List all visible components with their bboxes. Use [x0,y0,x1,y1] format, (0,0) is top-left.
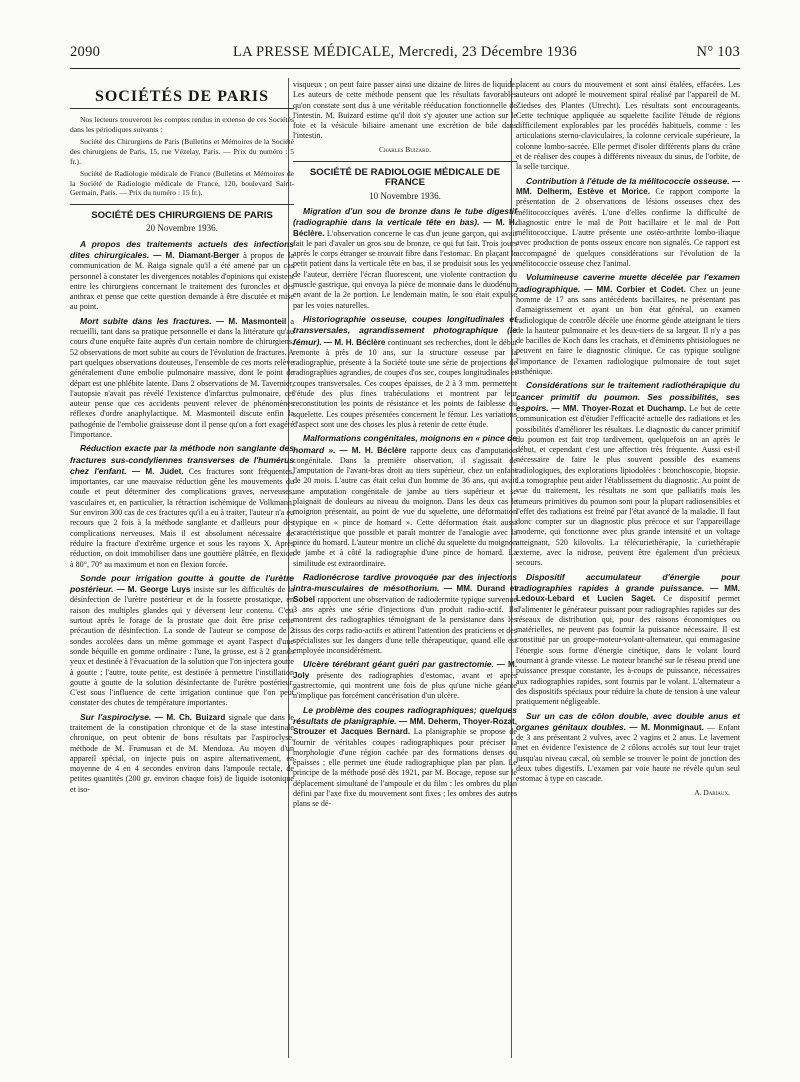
article-title: Historiographie osseuse, coupes longitudinales et transversales, agrandissement photographique (le fémur). [293,313,517,347]
article-title: Volumineuse caverne muette décelée par l'examen radiographique. [516,272,740,294]
main-title: SOCIÉTÉS DE PARIS [94,88,270,105]
publication-1: Société des Chirurgiens de Paris (Bulletins et Mémoires de la Société des chirurgiens de Paris, 15, rue Vézelay, Paris. — Prix du numéro : 5 fr.). [70,137,294,166]
article-author: — M. Diamant-Berger [153,250,240,260]
article-title: Ulcère térébrant géant guéri par gastrectomie. [303,659,494,670]
article-text: Chez un jeune homme de 17 ans sans antécédents bacillaires, ne présentant pas d'amaigrissement et ayant un bon état général, un examen radiologique de contrôle décèle une énorme géode atteignant le tiers de la hauteur pulmonaire et les deux-tiers de sa largeur. Il n'y a pas de bacilles de Koch dans les crachats, et d'éminents phtisiologues ne peuvent en faire le diagnostic clinique. Ce cas typique souligne l'importance de l'examen radiologique pulmonaire de tout sujet asthénique. [516,284,740,377]
article-author: — MM. Deherm, Thoyer-Rozat, Strouzer et Jacques Bernard. [293,716,517,737]
article-title: Migration d'un sou de bronze dans le tube digestif (radiographie dans la verticale tête en bas). [293,205,517,228]
column-1 [70,80,294,798]
article [293,206,517,311]
article [293,433,517,569]
divider [70,108,294,109]
article-text: Le but de cette communication est d'étudier l'efficacité actuelle des radiations et les possibilités d'améliorer les résultats. Le diagnostic du cancer primitif du poumon est fait trop tardivement, quelquefois un an après le début, et cependant c'est une affection très fréquente. Aussi est-il nécessaire de faire le plus souvent possible des examens radiologiques, des explorations lipiodolées : bronchoscopie, biopsie. La tomographie peut aider l'établissement du diagnostic. Au point de vue du traitement, les résultats ne sont que palliatifs mais les tumeurs primitives du poumon sont pour la plupart radiosensibles et l'effet des radiations est freiné par l'état avancé de la maladie. Il faut donc compter sur un diagnostic plus précoce et sur l'appareillage moderne, qui fonctionne avec plus grande intensité et un voltage atteignant, 520 kilovolts. La télécuriethérapie, la curiethérapie externe, avec la nidrose, peuvent être également d'un précieux secours. [516,403,740,568]
article-author: — MM. Durand et Sobel [293,584,517,604]
article [293,572,517,656]
article [70,443,294,570]
article-title: Dispositif accumulateur d'énergie pour radiographies rapides à grande puissance. [516,571,740,593]
signature: A. Dariaux. [694,787,730,797]
article-title: Sur un cas de côlon double, avec double anus et organes génitaux doubles. [516,710,740,732]
article-title: Sur l'aspiroclyse. [80,711,152,722]
article-author: — M. H. Béclère [339,445,407,455]
article [293,659,517,701]
continued-text: placent au cours du mouvement et sont ainsi étalées, effacées. Les auteurs ont adopté le mouvement spiral réalisé par l'appareil de M. Ziedses des Plantes (Utrecht). Les résultats sont encourageants. Cette technique appliquée au squelette facilite l'étude de régions difficilement explorables par les procédés habituels, comme : les articulations sterno-claviculaires, la colonne cervicale supérieure, la colonne lombo-sacrée. Elle permet d'isoler différents plans du crâne et de réaliser des coupes à différents niveaux du sinus, de l'orbite, de la selle turcique. [516,80,740,172]
article [516,572,740,708]
article-text: a recueilli, tant dans sa pratique personnelle et dans la littérature qu'au cours d'une enquête faite auprès d'un certain nombre de chirurgiens, 52 observations de mort subite au cours de l'évolution de fractures. A part quelques observations douteuses, l'ensemble de ces morts relève généralement d'une embolie pulmonaire massive, dont le point de départ est une phlébite latente. Dans 2 observations de M. Tavernier, l'autopsie n'avait pas révélé l'existence d'infarctus pulmonaire, cet auteur pense que ces accidents peuvent relever de phénomènes réflexes d'ordre anaphylactique. M. Masmonteil discute enfin la pathogénie de l'embolie graisseuse dont il pense qu'on a fort exagéré l'importance. [70,316,294,439]
article [293,705,517,810]
article-author: — MM. Thoyer-Rozat et Duchamp. [551,403,687,413]
article-author: — MM. Corbier et Codet. [584,284,686,294]
article [516,176,740,270]
publication-2: Société de Radiologie médicale de France (Bulletins et Mémoires de la Société de Radiologie médicale de France, 120, boulevard Saint-Germain, Paris. — Prix du numéro : 15 fr.). [70,169,294,198]
article-title: A propos des traitements actuels des infections dites chirurgicales. [70,238,294,260]
article-title: Considérations sur le traitement radiothérapique du cancer primitif du poumon. Ses possibilités, ses espoirs. [516,380,740,413]
article-text: présente des radiographies d'estomac, avant et après gastrectomie, qui montrent une fois de plus qu'une niche géante n'implique pas forcément cancérisation d'un ulcère. [293,670,517,701]
article-text: continuant ses recherches, dont le début remonte à près de 10 ans, sur la structure osseuse par la radiographie, présente à la Société toute une série de projections de radiographies agrandies, de coupes d'os sec, coupes longitudinales et coupes transversales. Ces coupes épaisses, de 2 à 3 mm. permettent l'étude des plus fines trabéculations et montrent par leur reconstitution les points de résistance et les points de faiblesse du squelette. Les coupes présentées concernent le fémur. Les variations d'aspect sont une des choses les plus à retenir de cette étude. [293,337,517,429]
session-date: 20 Novembre 1936. [146,223,218,234]
article-author: — M. George Luys [116,585,191,595]
article-text: Ce dispositif permet d'alimenter le générateur puissant pour radiographies rapides sur des réseaux de distribution qui, pour des raisons économiques ou matérielles, ne peuvent pas fournir la puissance nécessaire. Il est constitué par un groupe-moteur-volant-alternateur, qui emmagasine l'énergie sous forme d'énergie cinétique, dans le volant lourd tournant à grande vitesse. Le moteur branché sur le réseau prend une puissance presque constante, les à-coups de puissance, nécessaires aux radiographies rapides, sont fournis par le volant. L'alternateur a des dispositifs spéciaux pour réduire la chute de tension à une valeur pratiquement négligeable. [516,594,741,707]
continued-text: visqueux ; on peut faire passer ainsi une dizaine de litres de liquide. Les auteurs de cette méthode pensent que les résultats favorables qu'on constate sont dus à une véritable rééducation fonctionnelle de l'intestin. M. Buizard estime qu'il doit s'y ajouter une action sur le foie et la vésicule biliaire amenant une excrétion de bile dans l'intestin. [293,80,517,141]
article-text: La planigraphie se propose de fournir de véritables coupes radiographiques pour préciser la morphologie d'une région cachée par des formations denses ou épaisses ; elle permet une étude radiographique plan par plan. Le principe de la méthode posé dès 1921, par M. Bocage, repose sur le déplacement simultané de l'ampoule et du film : les ombres du plan défini par l'axe fixe du mouvement sont fixes ; les ombres des autres plans se dé- [293,727,517,809]
page-number: 2090 [70,44,101,60]
article-title: Malformations congénitales, moignons en « pince de homard ». [293,433,517,455]
article-text: Ce rapport comporte la présentation de 2 observations de lésions osseuses chez des mélitococciques avérés. L'une d'elles confirme la difficulté de diagnostic entre le mal de Pott bacillaire et le mal de Pott mélitococcique. L'autre présente une ostéo-arthrite lombo-iliaque avec production de ponts osseux encore non signalés. Ce rapport est accompagné de quelques considérations sur l'évolution de la mélitococcie osseuse chez l'animal. [516,186,740,269]
article [516,711,740,785]
article [516,272,740,377]
column-3 [516,80,740,798]
article-title: Le problème des coupes radiographiques; quelques résultats de planigraphie. [293,704,517,726]
article-author: — M. Masmonteil [215,316,287,326]
article-text: — Enfant de 3 ans présentant 2 vulves, avec 2 vagins et 2 anus. Le lavement met en évidence l'existence de 2 côlons accolés sur tout leur trajet jusqu'au niveau cæcal, où semble se trouver le point de jonction des deux tubes digestifs. L'examen par voie haute ne révèle qu'un seul estomac à type en cascade. [516,722,741,784]
signature: Charles Buizard. [379,144,431,154]
article-text: insiste sur les difficultés de la désinfection de l'urètre postérieur et de la fossette prostatique, en raison des multiples glandes qui y déversent leur contenu. C'est surtout après le forage de la prostate que doit être prise cette précaution de désinfection. La sonde de l'auteur se compose de 2 sondes accolées dans un même gommage et ayant l'aspect d'une sonde béquille en gomme ordinaire : l'une, la grosse, est à 2 grands yeux et destinée à l'évacuation de la solution que l'on injectera goutte à goutte ; l'autre, toute petite, est destinée à permettre l'instillation goutte à goutte de la solution désinfectante de l'urètre postérieur. C'est sous l'influence de cette irrigation continue que l'on peut constater des chutes de température importantes. [70,585,294,708]
article-author: — MM. Ledoux-Lebard et Lucien Saget. [516,583,740,604]
article-text: rapportent une observation de radiodermite typique survenue 3 ans après une série d'injections d'un produit radio-actif. Ils montrent des radiographies témoignant de la persistance dans les tissus des corps radio-actifs et attirent l'attention des praticiens et des spécialistes sur les dangers d'une telle thérapeutique, quand elle est employée inconsidérément. [293,594,517,656]
article-text: Ces fractures sont fréquentes, importantes, car une mauvaise réduction gêne les mouvements du coude et peut déterminer des complications graves, nerveuses, vasculaires et, en particulier, la rétraction ischémique de Volkmann. Sur environ 300 cas de ces fractures qu'il a eu à traiter, l'auteur n'a eu recours que 2 fois à la méthode sanglante et d'ailleurs pour des complications nerveuses. Mais il est absolument nécessaire de réduire la fracture d'extrême urgence et sous les rayons X. Après réduction, on doit immobiliser dans une gouttière plâtrée, en flexion à 80°, 70° au maximum et non en flexion forcée. [70,466,294,569]
article-author: — M. Judet. [131,466,184,476]
notice: Nos lecteurs trouveront les comptes rendus in extenso de ces Sociétés dans les périodiques suivants : [70,115,294,134]
article-author: — M. Ch. Buizard [154,712,226,722]
article [70,573,294,709]
journal-title: LA PRESSE MÉDICALE, Mercredi, 23 Décembre 1936 [232,44,578,60]
article [70,239,294,313]
article-author: — M. H. Béclère. [293,218,517,238]
article-text: rapporte deux cas d'amputation congénitale. Dans la première observation, il s'agissait de l'amputation de l'avant-bras droit au tiers supérieur, chez un enfant de 20 mois. L'autre cas était celui d'un homme de 36 ans, qui avait une amputation congénitale de jambe au tiers supérieur et se plaignait de douleurs au niveau du moignon. Dans les deux cas le moignon présentait, au point de vue du squelette, une déformation typique en « pince de homard ». Cette déformation était aussi caractéristique que possible et paraît montrer de l'analogie avec la pince du homard. L'auteur montre un cliché du squelette du moignon de jambe et à côté la radiographie d'une pince de homard. La similitude est extraordinaire. [293,445,518,568]
article [516,380,740,568]
running-header [70,44,740,64]
article-title: Réduction exacte par la méthode non sanglante des fractures sus-condyliennes transverses de l'humérus chez l'enfant. [70,443,294,476]
divider [70,204,294,205]
article [293,314,517,430]
article-title: Radionécrose tardive provoquée par des injections intra-musculaires de mésothorium. [293,572,517,594]
article-title: Contribution à l'étude de la mélitococcie osseuse. [526,175,730,186]
article-text: signale que dans le traitement de la constipation chronique et de la stase intestinale chronique, on peut obtenir de bons résultats par l'aspiroclyse, méthode de M. Frumusan et de M. Mendoza. Au moyen d'un appareil spécial, on injecte puis on aspire alternativement, en moyenne de 4 en 4 secondes environ dans l'ampoule rectale, de petites quantités (200 gr. environ chaque fois) de liquide isotonique et iso- [70,712,294,794]
section-heading: SOCIÉTÉ DE RADIOLOGIE MÉDICALE DE FRANCE [309,167,501,189]
article-title: Sonde pour irrigation goutte à goutte de l'urètre postérieur. [70,572,294,595]
article-author: — M. Joly [293,660,517,680]
column-2 [293,80,517,813]
article [70,316,294,441]
article-author: — MM. Delherm, Estève et Morice. [516,176,740,196]
article-title: Mort subite dans les fractures. [80,315,212,326]
article-text: L'observation concerne le cas d'un jeune garçon, qui avait fait le pari d'avaler un gros sou de bronze, ce qui fut fait. Trois jours après le corps étranger se trouvait fibre dans l'estomac. En plaçant le petit patient dans la verticale tête en bas, il se produisit sous les yeux de l'auteur, derrière l'écran fluorescent, une violente contraction du muscle gastrique, qui envoya la pièce de monnaie dans le duodénum en avant de la 2e portion. Le lendemain matin, le sou était expulsé par les voies naturelles. [293,228,517,310]
article [70,712,294,795]
article-author: — M. Monmignaut. [629,722,704,732]
article-text: à propos de la communication de M. Raiga signale qu'il a été amené par un cas personnel à constater les divergences notables d'opinions qui existent entre les chirurgiens concernant le traitement des furoncles et des anthrax et pense que cette question demande à être discutée et mise au point. [70,250,295,312]
issue-number: N° 103 [696,44,740,60]
section-heading: SOCIÉTÉ DES CHIRURGIENS DE PARIS [91,210,273,222]
divider [293,161,517,162]
article-author: — M. H. Béclère [323,337,386,347]
session-date: 10 Novembre 1936. [369,190,441,201]
header-rule [70,68,740,69]
